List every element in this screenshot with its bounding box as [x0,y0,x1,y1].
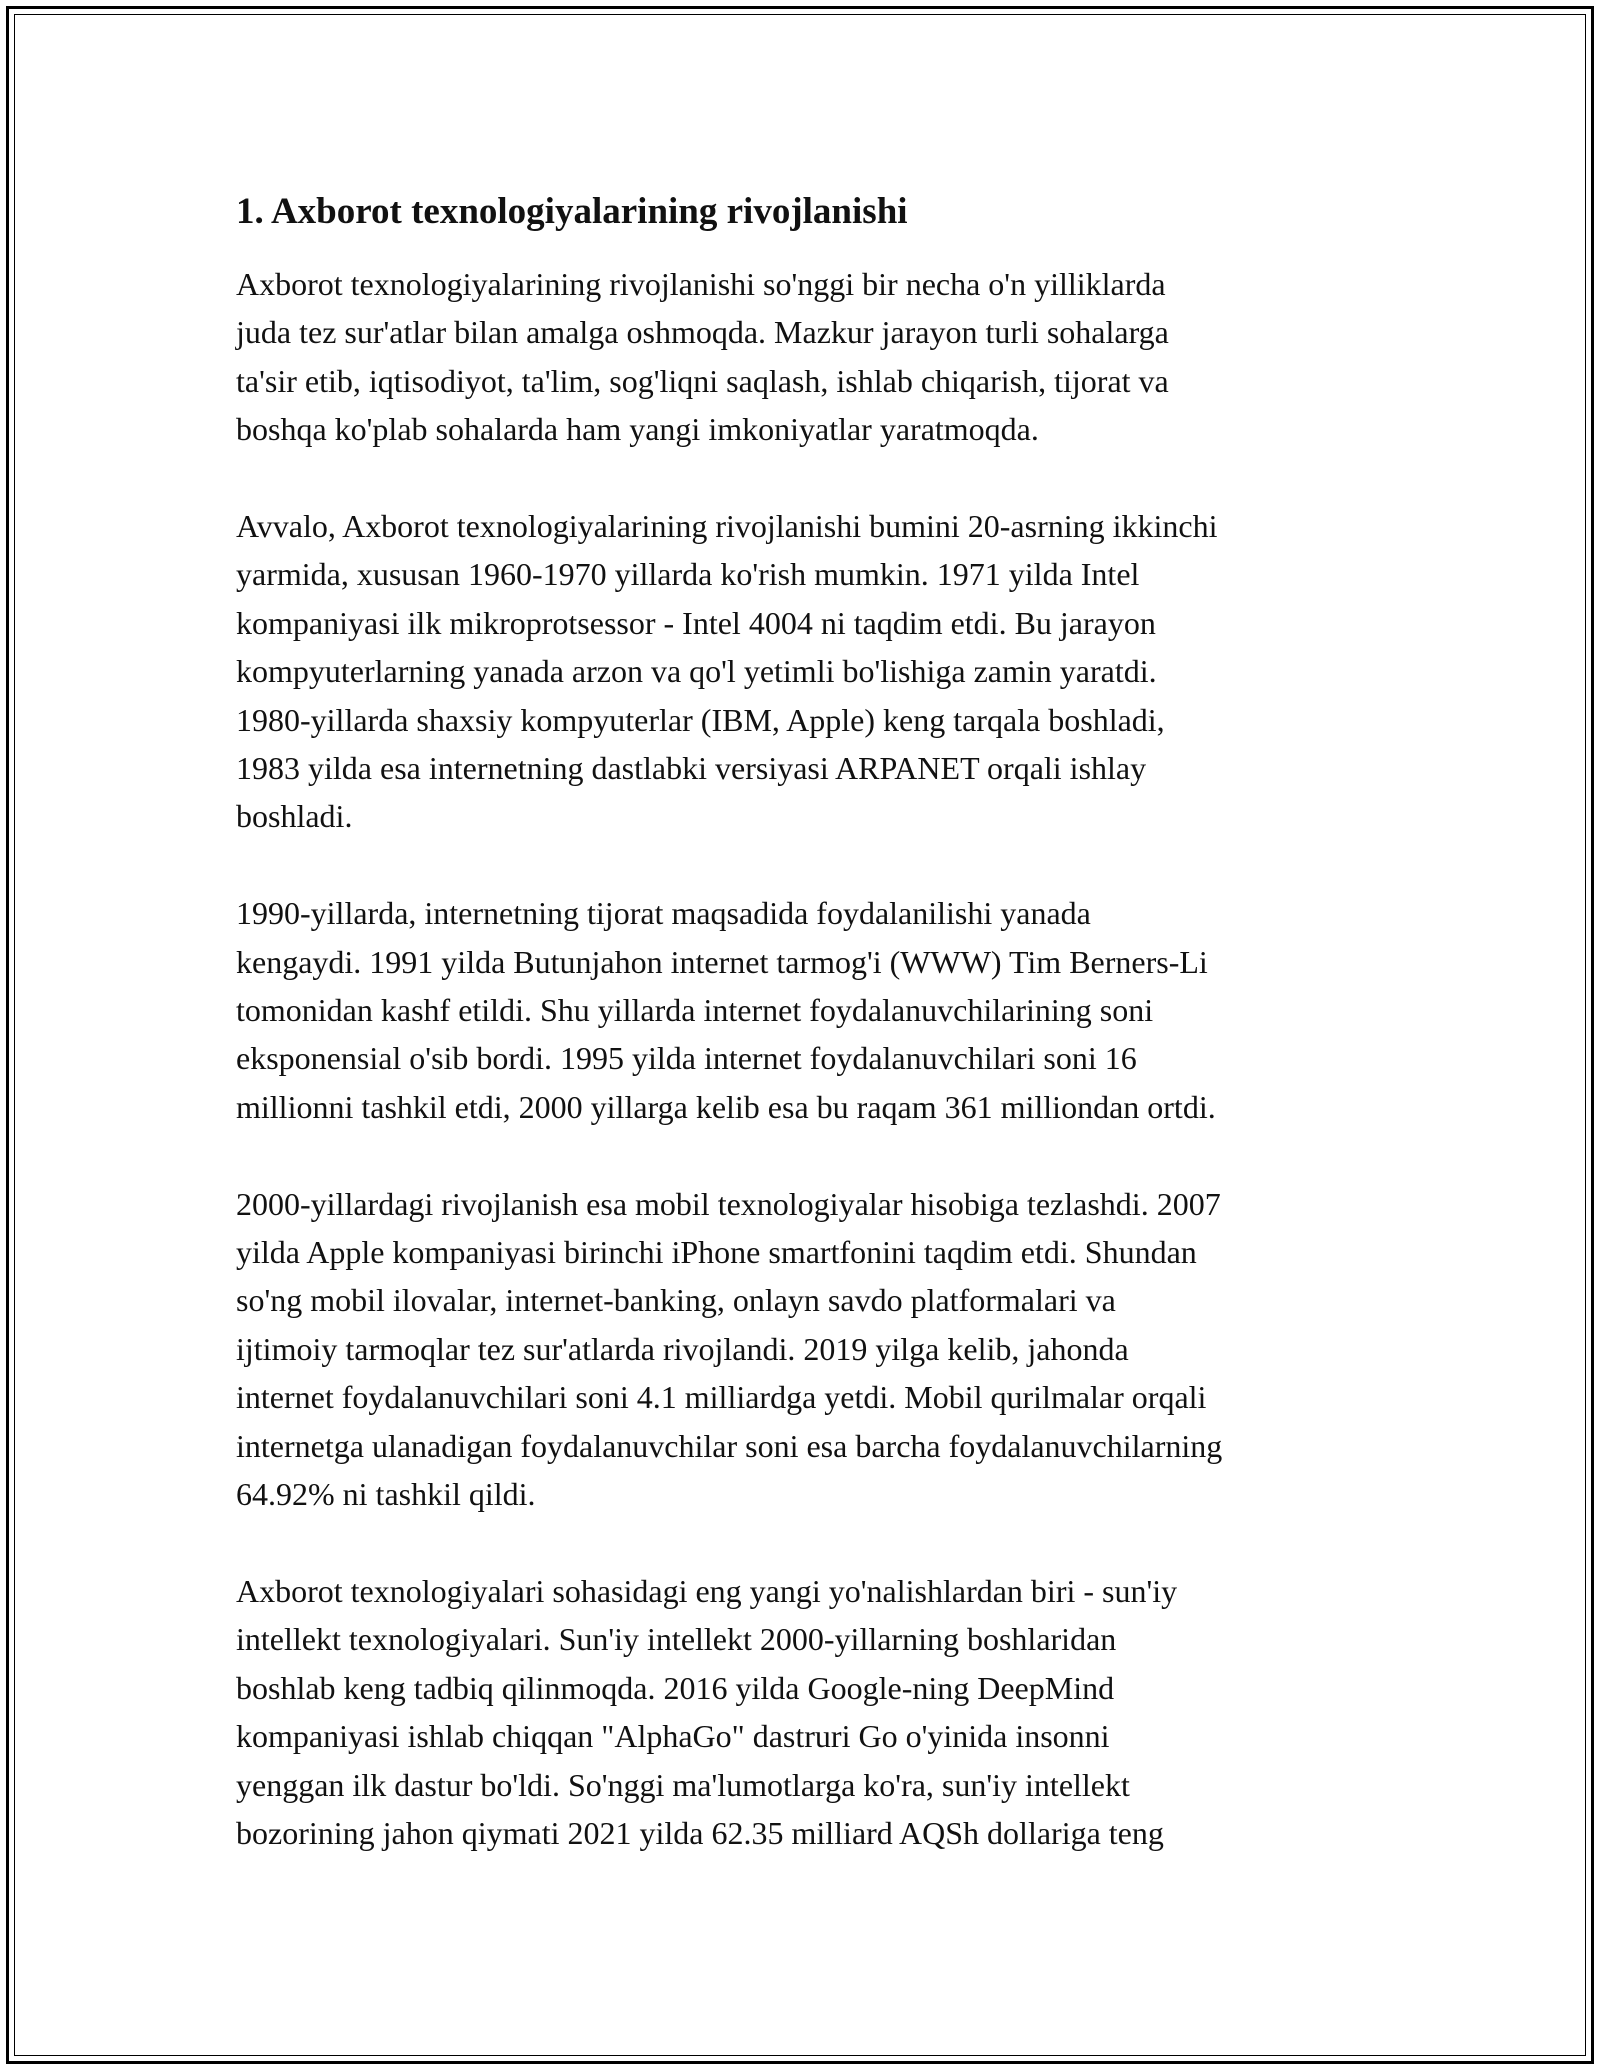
paragraph-1 [236,260,1366,454]
text-line: ta'sir etib, iqtisodiyot, ta'lim, sog'liqni saqlash, ishlab chiqarish, tijorat va [236,362,1169,399]
paragraph-2 [236,502,1366,841]
paragraph-4 [236,1180,1366,1519]
text-line: 1990-yillarda, internetning tijorat maqsadida foydalanilishi yanada [236,895,1091,932]
text-line: 1980-yillarda shaxsiy kompyuterlar (IBM, Apple) keng tarqala boshladi, [236,701,1165,738]
paragraph-3 [236,889,1366,1131]
text-line: so'ng mobil ilovalar, internet-banking, onlayn savdo platformalari va [236,1282,1116,1319]
text-line: 2000-yillardagi rivojlanish esa mobil texnologiyalar hisobiga tezlashdi. 2007 [236,1185,1221,1222]
text-line: millionni tashkil etdi, 2000 yillarga kelib esa bu raqam 361 milliondan ortdi. [236,1088,1216,1125]
text-line: kompaniyasi ilk mikroprotsessor - Intel 4004 ni taqdim etdi. Bu jarayon [236,604,1156,641]
text-line: kengaydi. 1991 yilda Butunjahon internet tarmog'i (WWW) Tim Berners-Li [236,943,1208,980]
text-line: kompyuterlarning yanada arzon va qo'l yetimli bo'lishiga zamin yaratdi. [236,653,1157,690]
text-line: juda tez sur'atlar bilan amalga oshmoqda. Mazkur jarayon turli sohalarga [236,314,1169,351]
text-line: 64.92% ni tashkil qildi. [236,1476,536,1513]
text-line: 1983 yilda esa internetning dastlabki versiyasi ARPANET orqali ishlay [236,750,1147,787]
text-line: yenggan ilk dastur bo'ldi. So'nggi ma'lumotlarga ko'ra, sun'iy intellekt [236,1766,1130,1803]
document-body [236,188,1386,1906]
text-line: yilda Apple kompaniyasi birinchi iPhone smartfonini taqdim etdi. Shundan [236,1234,1197,1271]
text-line: ijtimoiy tarmoqlar tez sur'atlarda rivojlandi. 2019 yilga kelib, jahonda [236,1330,1129,1367]
text-line: boshqa ko'plab sohalarda ham yangi imkoniyatlar yaratmoqda. [236,411,1039,448]
text-line: boshlab keng tadbiq qilinmoqda. 2016 yilda Google-ning DeepMind [236,1669,1115,1706]
text-line: Axborot texnologiyalari sohasidagi eng yangi yo'nalishlardan biri - sun'iy [236,1572,1178,1609]
text-line: internetga ulanadigan foydalanuvchilar soni esa barcha foydalanuvchilarning [236,1427,1223,1464]
text-line: yarmida, xususan 1960-1970 yillarda ko'rish mumkin. 1971 yilda Intel [236,556,1140,593]
text-line: intellekt texnologiyalari. Sun'iy intellekt 2000-yillarning boshlaridan [236,1621,1117,1658]
text-line: Avvalo, Axborot texnologiyalarining rivojlanishi bumini 20-asrning ikkinchi [236,508,1218,545]
text-line: eksponensial o'sib bordi. 1995 yilda internet foydalanuvchilari soni 16 [236,1040,1137,1077]
text-line: boshladi. [236,798,353,835]
text-line: Axborot texnologiyalarining rivojlanishi so'nggi bir necha o'n yilliklarda [236,266,1166,302]
text-line: kompaniyasi ishlab chiqqan "AlphaGo" dastruri Go o'yinida insonni [236,1718,1110,1755]
text-line: tomonidan kashf etildi. Shu yillarda internet foydalanuvchilarining soni [236,992,1154,1029]
text-line: internet foydalanuvchilari soni 4.1 milliardga yetdi. Mobil qurilmalar orqali [236,1379,1207,1416]
text-line: bozorining jahon qiymati 2021 yilda 62.35 milliard AQSh dollariga teng [236,1814,1164,1851]
paragraph-5 [236,1567,1366,1857]
section-heading: 1. Axborot texnologiyalarining rivojlanishi [236,191,908,232]
